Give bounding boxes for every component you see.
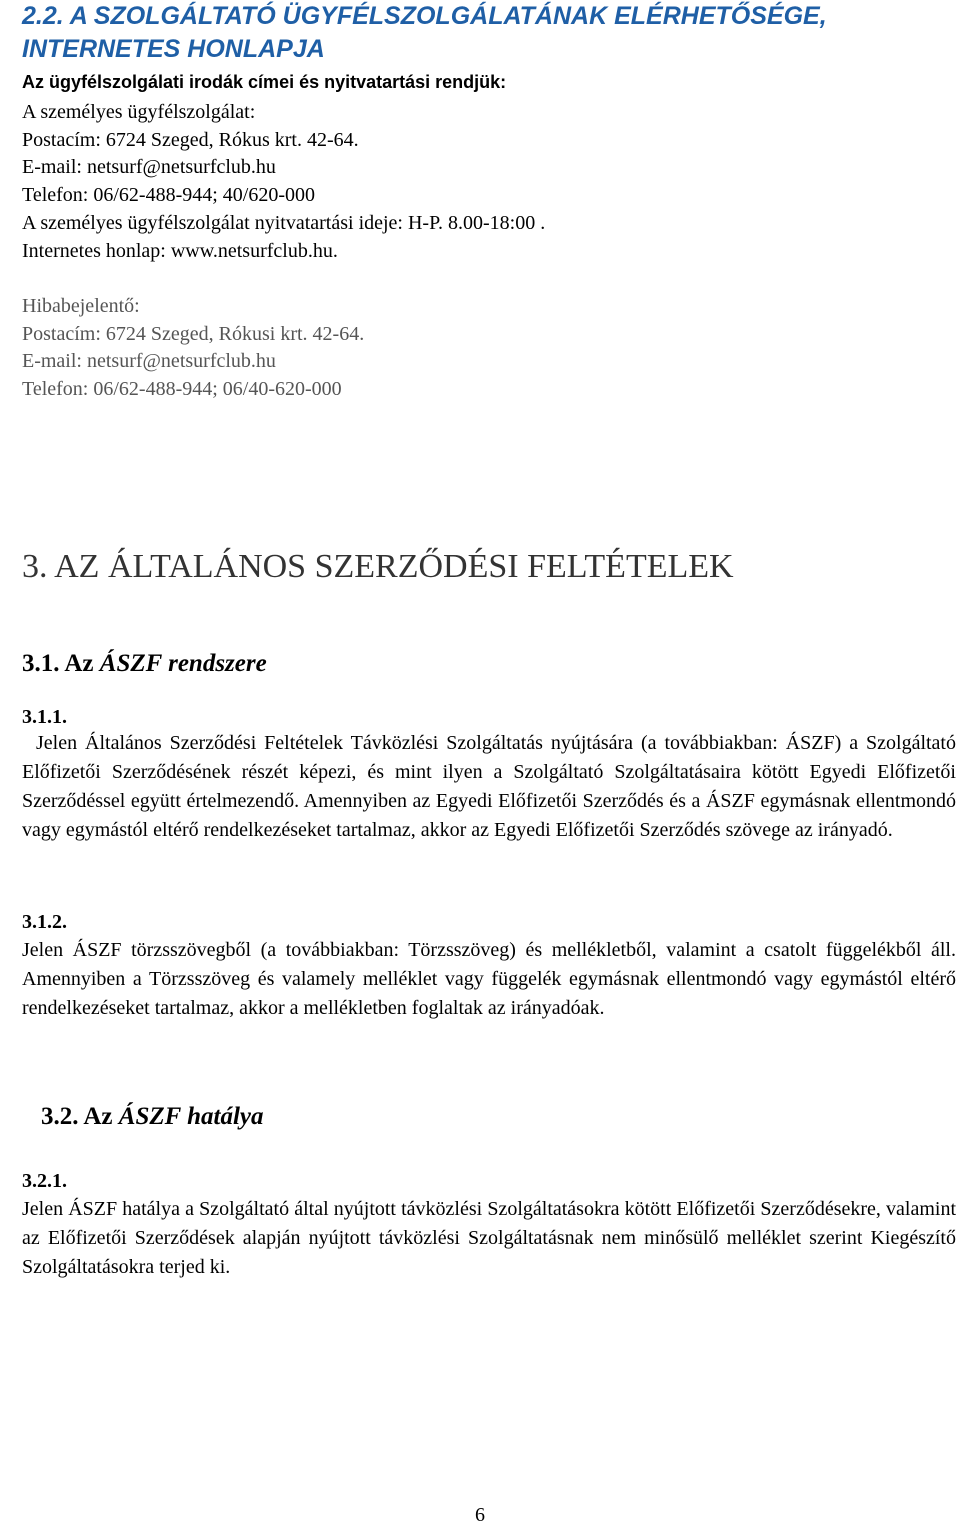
section-3-2-title: ÁSZF hatálya [118, 1103, 264, 1130]
personal-service-website: Internetes honlap: www.netsurfclub.hu. [22, 240, 338, 262]
offices-subheading: Az ügyfélszolgálati irodák címei és nyitvatartási rendjük: [22, 72, 507, 92]
personal-service-hours: A személyes ügyfélszolgálat nyitvatartási ideje: H-P. 8.00-18:00 . [22, 212, 546, 234]
section-3-1-heading [22, 648, 267, 680]
personal-service-phone: Telefon: 06/62-488-944; 40/620-000 [22, 184, 315, 206]
page-number: 6 [475, 1504, 485, 1526]
section-3-2-heading [41, 1101, 264, 1133]
fault-report-email: E-mail: netsurf@netsurfclub.hu [22, 350, 276, 372]
section-3-1-title: ÁSZF rendszere [99, 650, 267, 677]
fault-report-phone: Telefon: 06/62-488-944; 06/40-620-000 [22, 378, 342, 400]
personal-service-address: Postacím: 6724 Szeged, Rókus krt. 42-64. [22, 129, 359, 151]
section-3-2-number: 3.2. Az [41, 1103, 119, 1130]
section-2-2-heading [22, 0, 952, 66]
section-3-heading: 3. AZ ÁLTALÁNOS SZERZŐDÉSI FELTÉTELEK [22, 548, 734, 585]
paragraph-3-2-1-number: 3.2.1. [22, 1170, 67, 1192]
section-2-2-title-line1: 2.2. A SZOLGÁLTATÓ ÜGYFÉLSZOLGÁLATÁNAK ELÉRHETŐSÉGE, [22, 2, 827, 30]
paragraph-3-1-2-number: 3.1.2. [22, 911, 67, 933]
personal-service-label: A személyes ügyfélszolgálat: [22, 101, 256, 123]
fault-report-address: Postacím: 6724 Szeged, Rókusi krt. 42-64. [22, 323, 365, 345]
paragraph-3-1-2-text: Jelen ÁSZF törzsszövegből (a továbbiakban: Törzsszöveg) és mellékletből, valamint a csatolt függelékből áll. Amennyiben a Törzsszöveg és valamely melléklet vagy függelék egymásnak ellentmondó vagy egymástól eltérő rendelkezéseket tartalmaz, akkor a mellékletben foglaltak az irányadóak. [22, 939, 956, 1019]
section-2-2-title-line2: INTERNETES HONLAPJA [22, 35, 325, 63]
paragraph-3-1-1-text: Jelen Általános Szerződési Feltételek Távközlési Szolgáltatás nyújtására (a továbbiakban: ÁSZF) a Szolgáltató Előfizetői Szerződésének részét képezi, és mint ilyen a Szolgáltató Szolgáltatásaira kötött Egyedi Előfizetői Szerződéssel együtt értelmezendő. Amennyiben az Egyedi Előfizetői Szerződés és a ÁSZF egymásnak ellentmondó vagy egymástól eltérő rendelkezéseket tartalmaz, akkor az Egyedi Előfizetői Szerződés szövege az irányadó. [22, 732, 956, 841]
fault-report-label: Hibabejelentő: [22, 295, 140, 317]
personal-service-email: E-mail: netsurf@netsurfclub.hu [22, 156, 276, 178]
paragraph-3-1-1-number: 3.1.1. [22, 706, 67, 728]
section-3-1-number: 3.1. Az [22, 650, 100, 677]
paragraph-3-2-1-text: Jelen ÁSZF hatálya a Szolgáltató által nyújtott távközlési Szolgáltatásokra kötött Előfizetői Szerződésekre, valamint az Előfizetői Szerződések alapján nyújtott távközlési Szolgáltatásnak nem minősülő melléklet szerint Kiegészítő Szolgáltatásokra terjed ki. [22, 1198, 956, 1278]
